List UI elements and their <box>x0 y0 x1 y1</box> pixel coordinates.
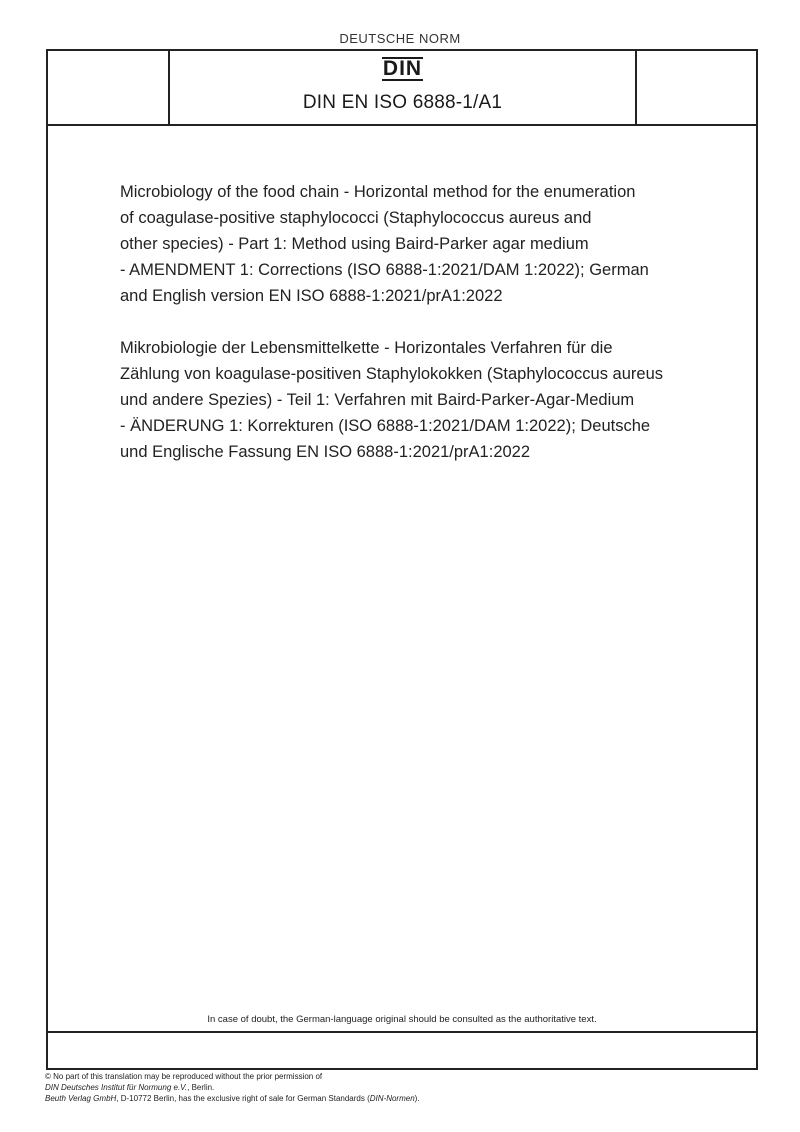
copyright-line-2 <box>45 1082 420 1093</box>
copyright-line-1: © No part of this translation may be reproduced without the prior permission of <box>45 1072 323 1081</box>
title-german <box>120 335 710 465</box>
copyright-line-3 <box>45 1093 420 1104</box>
din-logo <box>170 57 635 81</box>
title-english-line: - AMENDMENT 1: Corrections (ISO 6888-1:2021/DAM 1:2022); German <box>120 261 649 279</box>
title-english-line: other species) - Part 1: Method using Baird-Parker agar medium <box>120 235 589 253</box>
copyright-line-2-rest: , Berlin. <box>187 1083 215 1092</box>
copyright-line-3-mid: , D-10772 Berlin, has the exclusive right of sale for German Standards ( <box>116 1094 370 1103</box>
authoritative-text-note: In case of doubt, the German-language original should be consulted as the authoritative text. <box>207 1014 597 1025</box>
din-institute-name: DIN Deutsches Institut für Normung e.V. <box>45 1083 188 1092</box>
title-german-line: und andere Spezies) - Teil 1: Verfahren mit Baird-Parker-Agar-Medium <box>120 391 635 409</box>
publisher-name: Beuth Verlag GmbH <box>45 1094 117 1103</box>
title-english <box>120 179 710 309</box>
footer-row <box>48 1031 756 1070</box>
title-english-line: and English version EN ISO 6888-1:2021/prA1:2022 <box>120 287 503 305</box>
title-german-line: Mikrobiologie der Lebensmittelkette - Horizontales Verfahren für die <box>120 339 613 357</box>
document-frame <box>46 49 758 1070</box>
header-right-divider <box>635 51 637 124</box>
title-english-line: Microbiology of the food chain - Horizontal method for the enumeration <box>120 183 636 201</box>
header-row <box>48 51 756 126</box>
copyright-line-3-end: ). <box>414 1094 420 1103</box>
copyright-notice <box>45 1071 420 1104</box>
title-english-line: of coagulase-positive staphylococci (Staphylococcus aureus and <box>120 209 592 227</box>
din-normen-label: DIN-Normen <box>369 1094 415 1103</box>
title-german-line: - ÄNDERUNG 1: Korrekturen (ISO 6888-1:2021/DAM 1:2022); Deutsche <box>120 417 651 435</box>
title-german-line: Zählung von koagulase-positiven Staphylokokken (Staphylococcus aureus <box>120 365 663 383</box>
document-number: DIN EN ISO 6888-1/A1 <box>302 92 503 113</box>
title-german-line: und Englische Fassung EN ISO 6888-1:2021/prA1:2022 <box>120 443 531 461</box>
document-type-label: DEUTSCHE NORM <box>339 31 461 46</box>
din-logo-text: DIN <box>382 57 423 80</box>
